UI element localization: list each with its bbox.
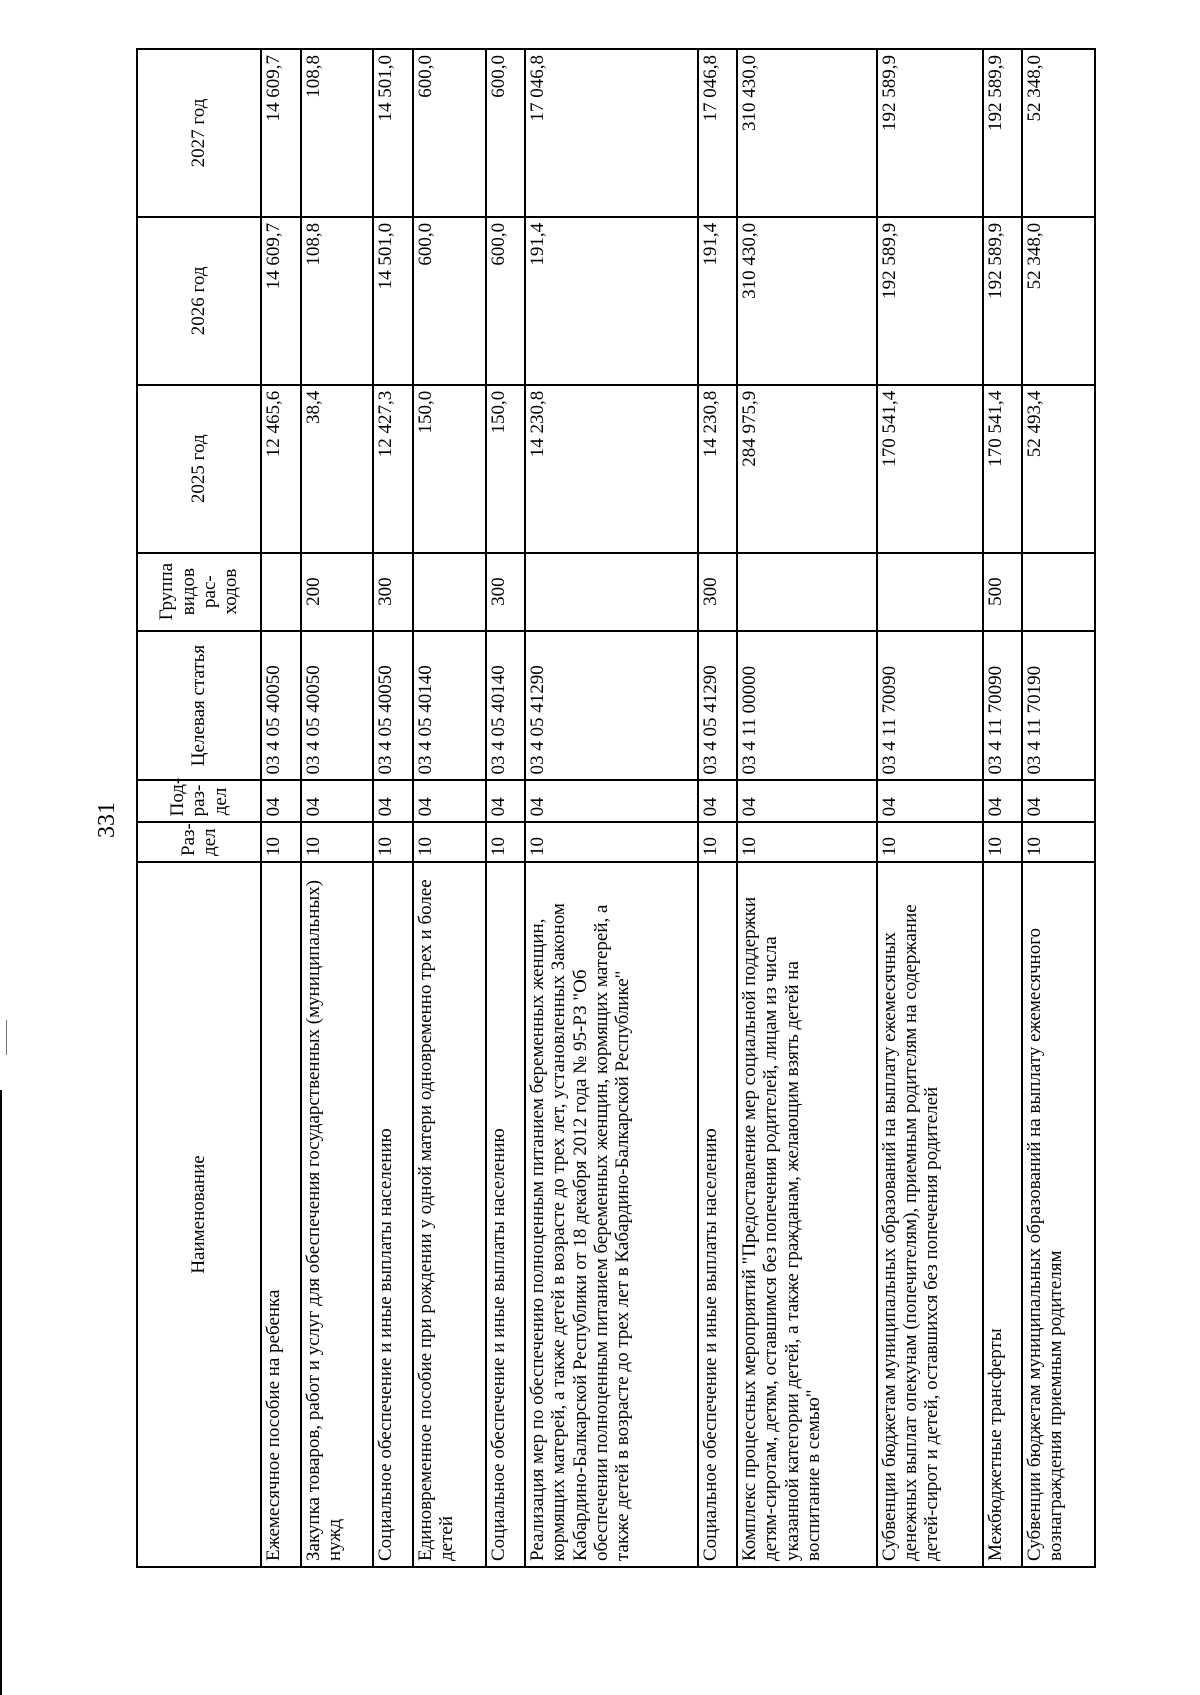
row-group bbox=[261, 553, 301, 631]
row-2027: 108,8 bbox=[301, 49, 374, 217]
row-2027: 14 501,0 bbox=[373, 49, 413, 217]
row-section: 10 bbox=[1022, 822, 1095, 862]
row-subsection: 04 bbox=[737, 780, 876, 822]
row-section: 10 bbox=[373, 822, 413, 862]
row-subsection: 04 bbox=[698, 780, 738, 822]
row-2026: 14 501,0 bbox=[373, 217, 413, 385]
row-2026: 600,0 bbox=[486, 217, 526, 385]
row-section: 10 bbox=[525, 822, 698, 862]
row-section: 10 bbox=[261, 822, 301, 862]
row-name: Реализация мер по обеспечению полноценным питанием беременных женщин, кормящих матерей, а также детей в возрасте до трех лет, установленных Законом Кабардино-Балкарской Республики от 18 декабря 2012 года № 95-РЗ "Об обеспечении полноценным питанием беременных женщин, кормящих матерей, а также детей в возрасте до трех лет в Кабардино-Балкарской Республике" bbox=[525, 862, 698, 1567]
row-2026: 192 589,9 bbox=[983, 217, 1023, 385]
row-group bbox=[413, 553, 486, 631]
table-row bbox=[486, 49, 526, 1567]
row-2025: 14 230,8 bbox=[698, 385, 738, 553]
row-group bbox=[1022, 553, 1095, 631]
row-target: 03 4 05 40050 bbox=[373, 631, 413, 781]
row-2026: 310 430,0 bbox=[737, 217, 876, 385]
row-2027: 14 609,7 bbox=[261, 49, 301, 217]
row-2025: 170 541,4 bbox=[877, 385, 983, 553]
table-header-row bbox=[137, 49, 261, 1567]
header-name: Наименование bbox=[137, 862, 261, 1567]
rotated-table-container bbox=[136, 48, 1096, 1568]
row-section: 10 bbox=[698, 822, 738, 862]
budget-table bbox=[136, 48, 1096, 1568]
row-name: Комплекс процессных мероприятий "Предоставление мер социальной поддержки детям-сиротам, детям, оставшимся без попечения родителей, лицам из числа указанной категории детей, а также гражданам, желающим взять детей на воспитание в семью" bbox=[737, 862, 876, 1567]
table-row bbox=[737, 49, 876, 1567]
row-2027: 310 430,0 bbox=[737, 49, 876, 217]
table-row bbox=[413, 49, 486, 1567]
row-subsection: 04 bbox=[261, 780, 301, 822]
row-group: 300 bbox=[373, 553, 413, 631]
table-row bbox=[877, 49, 983, 1567]
row-target: 03 4 05 41290 bbox=[698, 631, 738, 781]
row-subsection: 04 bbox=[301, 780, 374, 822]
row-2026: 14 609,7 bbox=[261, 217, 301, 385]
row-2025: 52 493,4 bbox=[1022, 385, 1095, 553]
header-section: Раз-дел bbox=[137, 822, 261, 862]
row-target: 03 4 11 70190 bbox=[1022, 631, 1095, 781]
row-group bbox=[525, 553, 698, 631]
row-2026: 52 348,0 bbox=[1022, 217, 1095, 385]
row-group: 500 bbox=[983, 553, 1023, 631]
header-2027: 2027 год bbox=[137, 49, 261, 217]
row-name: Межбюджетные трансферты bbox=[983, 862, 1023, 1567]
table-row bbox=[983, 49, 1023, 1567]
row-subsection: 04 bbox=[983, 780, 1023, 822]
row-section: 10 bbox=[877, 822, 983, 862]
header-group: Группа видов рас-ходов bbox=[137, 553, 261, 631]
row-group: 300 bbox=[698, 553, 738, 631]
row-2025: 12 465,6 bbox=[261, 385, 301, 553]
row-2027: 600,0 bbox=[413, 49, 486, 217]
table-row bbox=[525, 49, 698, 1567]
row-2026: 108,8 bbox=[301, 217, 374, 385]
row-name: Социальное обеспечение и иные выплаты населению bbox=[698, 862, 738, 1567]
row-subsection: 04 bbox=[373, 780, 413, 822]
row-name: Социальное обеспечение и иные выплаты населению bbox=[486, 862, 526, 1567]
row-group: 200 bbox=[301, 553, 374, 631]
row-group bbox=[877, 553, 983, 631]
table-row bbox=[373, 49, 413, 1567]
row-name: Закупка товаров, работ и услуг для обеспечения государственных (муниципальных) нужд bbox=[301, 862, 374, 1567]
table-row bbox=[301, 49, 374, 1567]
row-2025: 150,0 bbox=[486, 385, 526, 553]
header-2025: 2025 год bbox=[137, 385, 261, 553]
row-2025: 170 541,4 bbox=[983, 385, 1023, 553]
row-2026: 600,0 bbox=[413, 217, 486, 385]
row-section: 10 bbox=[737, 822, 876, 862]
row-subsection: 04 bbox=[1022, 780, 1095, 822]
row-subsection: 04 bbox=[877, 780, 983, 822]
row-section: 10 bbox=[983, 822, 1023, 862]
row-group bbox=[737, 553, 876, 631]
row-target: 03 4 11 70090 bbox=[983, 631, 1023, 781]
header-target: Целевая статья bbox=[137, 631, 261, 781]
row-2027: 600,0 bbox=[486, 49, 526, 217]
row-2026: 192 589,9 bbox=[877, 217, 983, 385]
row-target: 03 4 05 40050 bbox=[301, 631, 374, 781]
row-2025: 284 975,9 bbox=[737, 385, 876, 553]
row-2025: 38,4 bbox=[301, 385, 374, 553]
row-2025: 14 230,8 bbox=[525, 385, 698, 553]
row-name: Ежемесячное пособие на ребенка bbox=[261, 862, 301, 1567]
table-row bbox=[261, 49, 301, 1567]
margin-rule bbox=[0, 1090, 2, 1695]
row-section: 10 bbox=[301, 822, 374, 862]
row-name: Субвенции бюджетам муниципальных образований на выплату ежемесячных денежных выплат опекунам (попечителям), приемным родителям на содержание детей-сирот и детей, оставшихся без попечения родителей bbox=[877, 862, 983, 1567]
row-2026: 191,4 bbox=[525, 217, 698, 385]
row-2026: 191,4 bbox=[698, 217, 738, 385]
row-2027: 17 046,8 bbox=[525, 49, 698, 217]
margin-tick bbox=[6, 1020, 7, 1055]
row-target: 03 4 05 41290 bbox=[525, 631, 698, 781]
row-subsection: 04 bbox=[486, 780, 526, 822]
row-section: 10 bbox=[413, 822, 486, 862]
row-target: 03 4 05 40140 bbox=[413, 631, 486, 781]
row-name: Единовременное пособие при рождении у одной матери одновременно трех и более детей bbox=[413, 862, 486, 1567]
row-2027: 52 348,0 bbox=[1022, 49, 1095, 217]
row-name: Субвенции бюджетам муниципальных образований на выплату ежемесячного вознаграждения приемным родителям bbox=[1022, 862, 1095, 1567]
row-group: 300 bbox=[486, 553, 526, 631]
row-2027: 192 589,9 bbox=[983, 49, 1023, 217]
row-name: Социальное обеспечение и иные выплаты населению bbox=[373, 862, 413, 1567]
row-2025: 150,0 bbox=[413, 385, 486, 553]
table-row bbox=[698, 49, 738, 1567]
row-subsection: 04 bbox=[525, 780, 698, 822]
row-target: 03 4 11 70090 bbox=[877, 631, 983, 781]
row-target: 03 4 05 40050 bbox=[261, 631, 301, 781]
row-subsection: 04 bbox=[413, 780, 486, 822]
row-section: 10 bbox=[486, 822, 526, 862]
header-2026: 2026 год bbox=[137, 217, 261, 385]
row-target: 03 4 05 40140 bbox=[486, 631, 526, 781]
row-target: 03 4 11 00000 bbox=[737, 631, 876, 781]
row-2025: 12 427,3 bbox=[373, 385, 413, 553]
row-2027: 192 589,9 bbox=[877, 49, 983, 217]
page-number: 331 bbox=[94, 802, 120, 838]
table-row bbox=[1022, 49, 1095, 1567]
header-subsection: Под-раз-дел bbox=[137, 780, 261, 822]
row-2027: 17 046,8 bbox=[698, 49, 738, 217]
